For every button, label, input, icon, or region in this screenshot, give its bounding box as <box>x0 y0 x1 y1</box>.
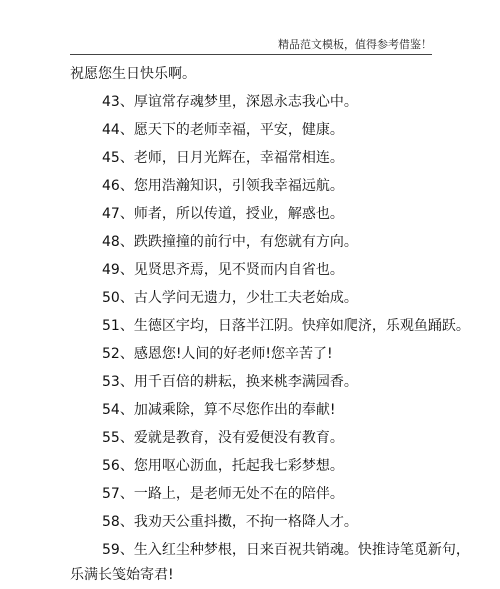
list-item: 51、生德区宇均，日落半江阴。快痒如爬济，乐观鱼踊跃。 <box>102 318 470 334</box>
page-header <box>70 28 432 55</box>
list-item-wrapped-second: 乐满长笺始寄君! <box>70 567 174 583</box>
list-item: 52、感恩您!人间的好老师!您辛苦了! <box>102 346 333 362</box>
intro-line: 祝愿您生日快乐啊。 <box>70 66 196 82</box>
list-item: 53、用千百倍的耕耘，换来桃李满园香。 <box>102 374 358 390</box>
list-item: 56、您用呕心沥血，托起我七彩梦想。 <box>102 458 344 474</box>
list-item: 48、跌跌撞撞的前行中，有您就有方向。 <box>102 234 358 250</box>
list-item: 47、师者，所以传道，授业，解惑也。 <box>102 206 344 222</box>
list-item: 55、爱就是教育，没有爱便没有教育。 <box>102 430 344 446</box>
list-item: 58、我劝天公重抖擞，不拘一格降人才。 <box>102 514 358 530</box>
list-item: 46、您用浩瀚知识，引领我幸福远航。 <box>102 178 344 194</box>
list-item: 45、老师，日月光辉在，幸福常相连。 <box>102 150 344 166</box>
list-item: 54、加减乘除，算不尽您作出的奉献! <box>102 402 336 418</box>
list-item: 44、愿天下的老师幸福，平安，健康。 <box>102 122 344 138</box>
list-item: 57、一路上，是老师无处不在的陪伴。 <box>102 486 344 502</box>
list-item: 50、古人学问无遗力，少壮工夫老始成。 <box>102 290 358 306</box>
document-body <box>70 64 470 589</box>
header-text: 精品范文模板，值得参考借鉴！ <box>278 38 432 51</box>
list-item: 49、见贤思齐焉，见不贤而内自省也。 <box>102 262 344 278</box>
list-item: 43、厚谊常存魂梦里，深恩永志我心中。 <box>102 94 358 110</box>
list-item-wrapped-first: 59、生入红尘种梦根，日来百祝共销魂。快推诗笔觅新句， <box>102 542 470 558</box>
